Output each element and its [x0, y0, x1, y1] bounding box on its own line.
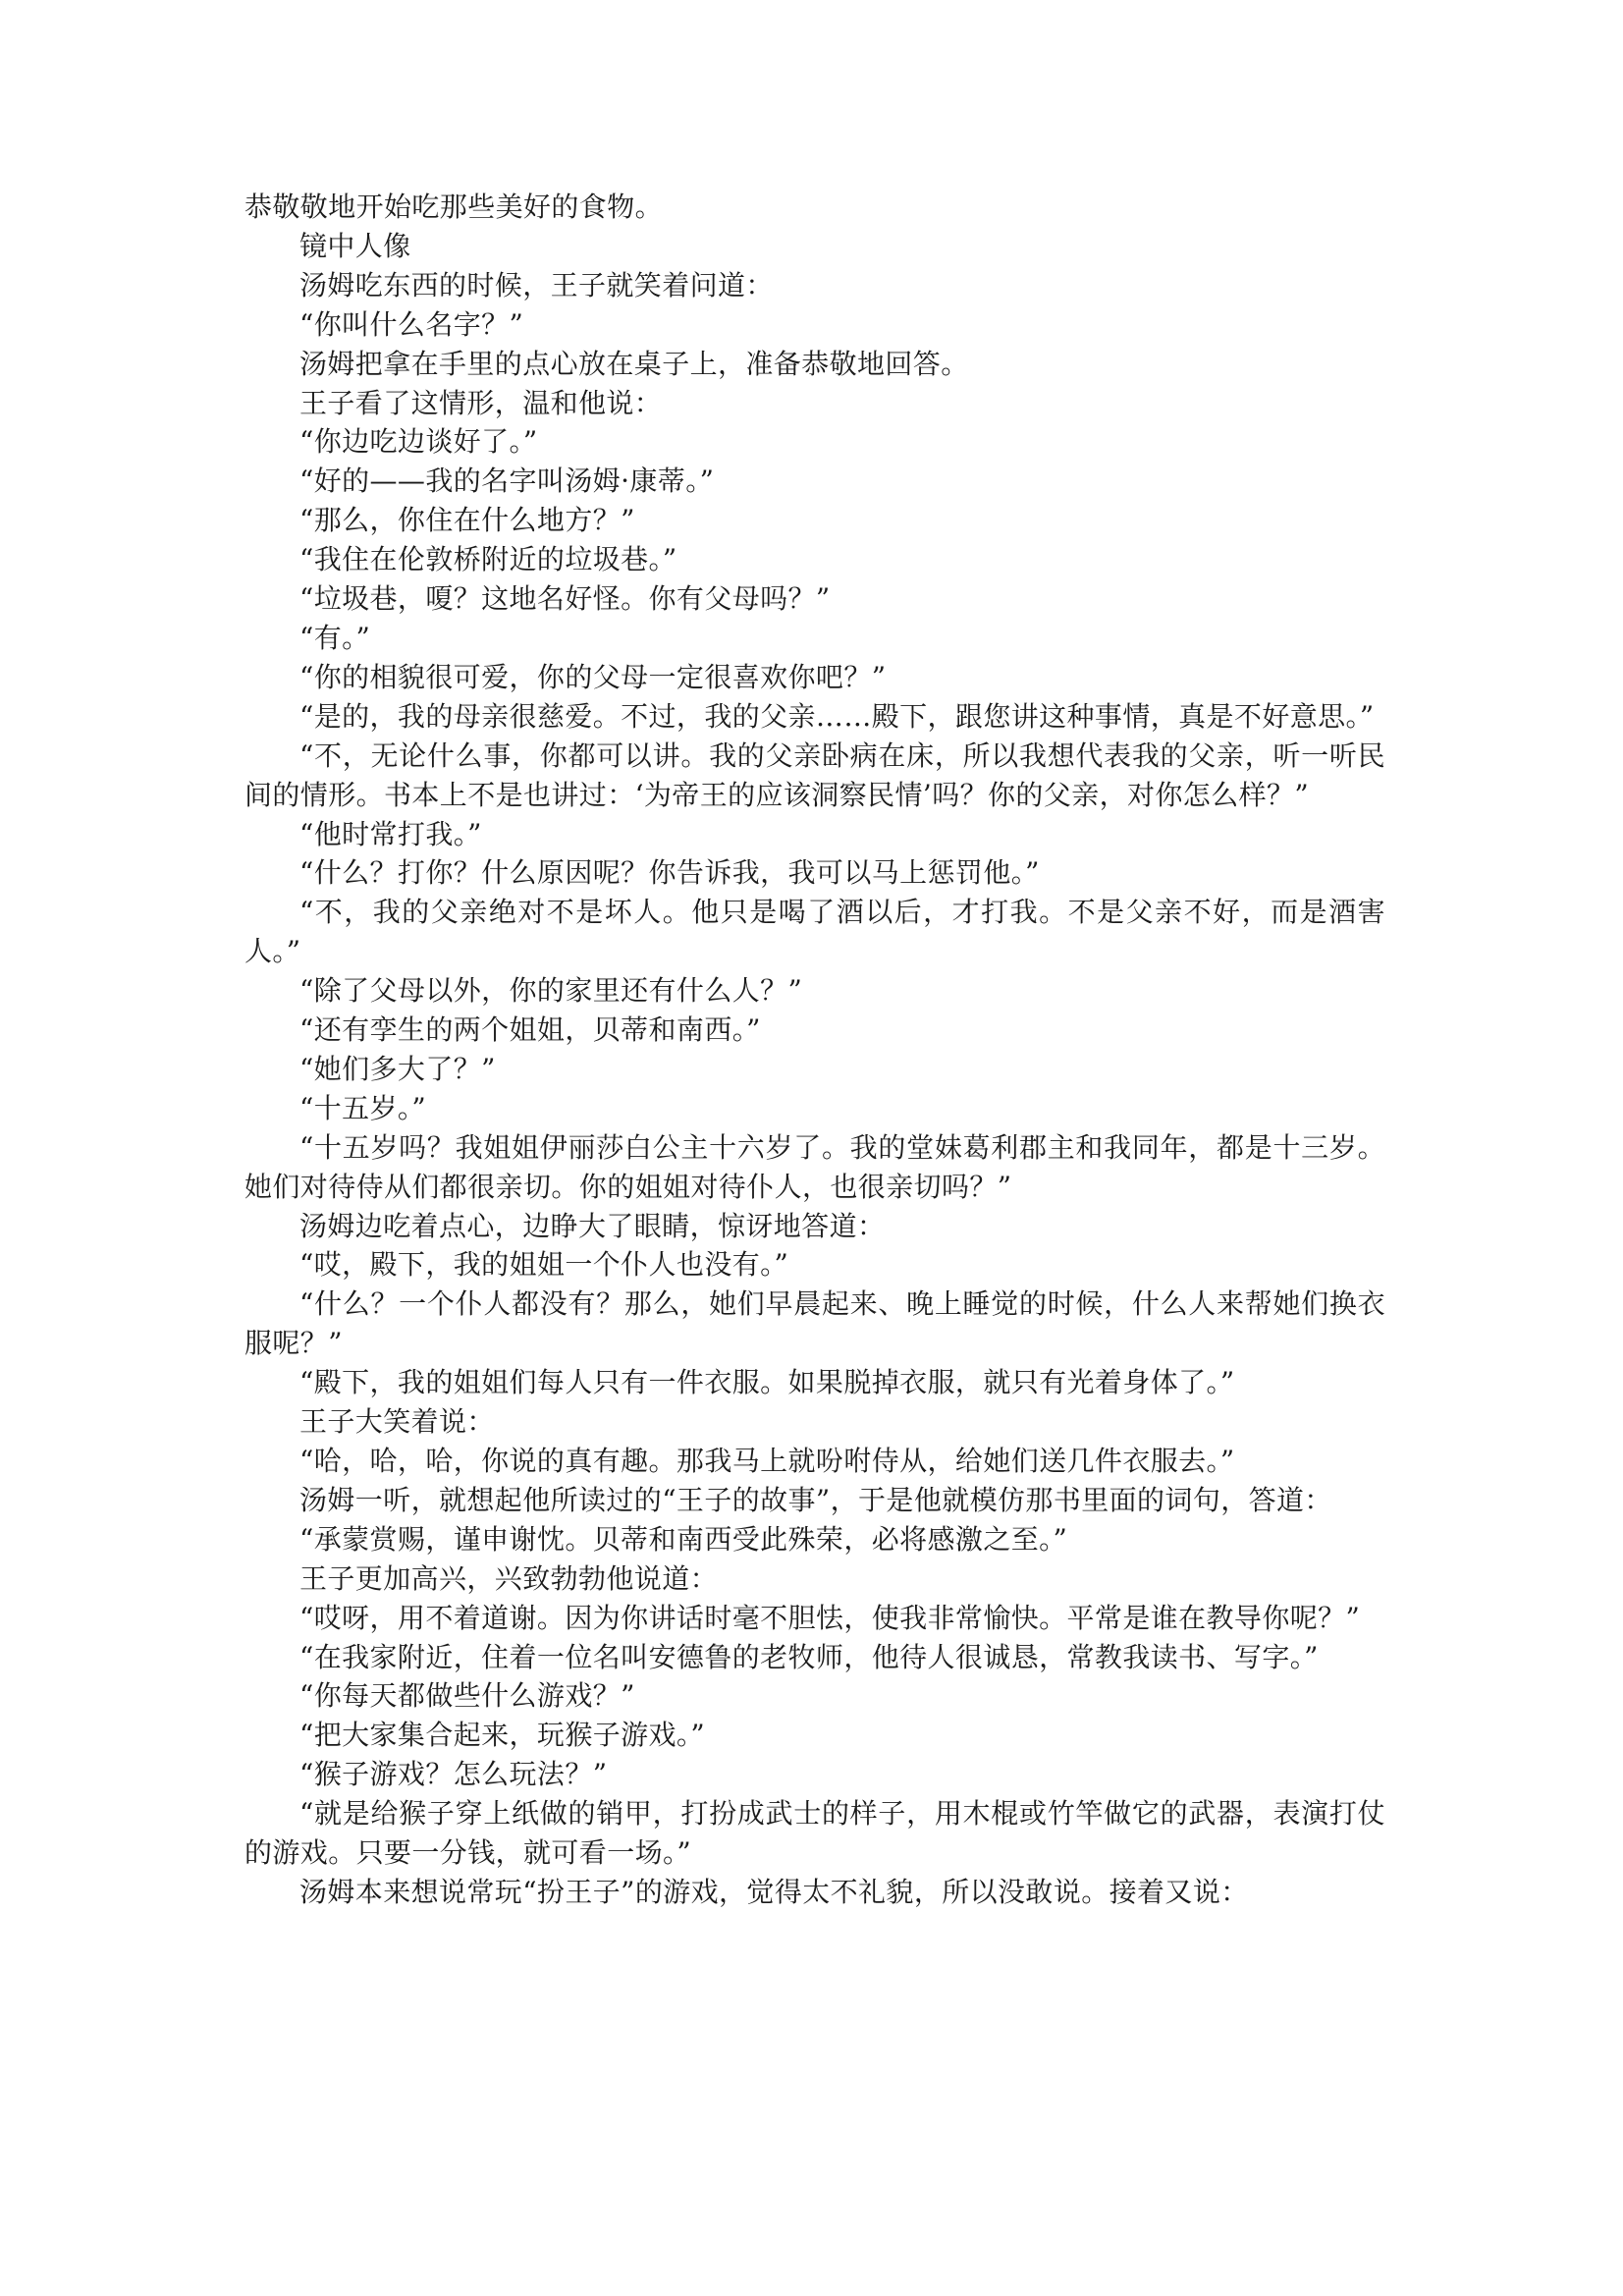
paragraph: “好的——我的名字叫汤姆·康蒂。” — [299, 465, 715, 498]
paragraph: 王子看了这情形，温和他说： — [299, 386, 663, 419]
paragraph: “就是给猴子穿上纸做的销甲，打扮成武士的样子，用木棍或竹竿做它的武器，表演打仗的游戏。只要一分钱，就可看一场。” — [244, 1797, 1385, 1870]
paragraph: “有。” — [299, 621, 371, 654]
paragraph: “猴子游戏？怎么玩法？” — [299, 1758, 608, 1791]
paragraph: “哎呀，用不着道谢。因为你讲话时毫不胆怯，使我非常愉快。平常是谁在教导你呢？” — [299, 1601, 1361, 1634]
paragraph: “那么，你住在什么地方？” — [299, 504, 635, 537]
paragraph: “垃圾巷，嗄？这地名好怪。你有父母吗？” — [299, 582, 831, 616]
paragraph: “你边吃边谈好了。” — [299, 425, 538, 459]
paragraph: “她们多大了？” — [299, 1052, 496, 1085]
paragraph: 镜中人像 — [299, 229, 411, 262]
paragraph: “什么？打你？什么原因呢？你告诉我，我可以马上惩罚他。” — [299, 856, 1040, 890]
paragraph: “你的相貌很可爱，你的父母一定很喜欢你吧？” — [299, 660, 887, 693]
paragraph: “哈，哈，哈，你说的真有趣。那我马上就吩咐侍从，给她们送几件衣服去。” — [299, 1445, 1235, 1477]
paragraph: “除了父母以外，你的家里还有什么人？” — [299, 974, 803, 1008]
paragraph: “不，无论什么事，你都可以讲。我的父亲卧病在床，所以我想代表我的父亲，听一听民间的情形。书本上不是也讲过：‘为帝王的应该洞察民情’吗？你的父亲，对你怎么样？” — [244, 738, 1385, 811]
paragraph: 汤姆边吃着点心，边睁大了眼睛，惊讶地答道： — [299, 1209, 886, 1242]
paragraph: “什么？一个仆人都没有？那么，她们早晨起来、晚上睡觉的时候，什么人来帮她们换衣服呢？” — [244, 1287, 1385, 1360]
paragraph: “我住在伦敦桥附近的垃圾巷。” — [299, 543, 677, 576]
paragraph: “不，我的父亲绝对不是坏人。他只是喝了酒以后，才打我。不是父亲不好，而是酒害人。” — [244, 896, 1385, 968]
paragraph: “哎，殿下，我的姐姐一个仆人也没有。” — [299, 1248, 789, 1282]
paragraph: 汤姆一听，就想起他所读过的“王子的故事”，于是他就模仿那书里面的词句，答道： — [299, 1483, 1332, 1516]
paragraph: “十五岁。” — [299, 1091, 427, 1124]
document-body — [244, 188, 1385, 1912]
paragraph: “十五岁吗？我姐姐伊丽莎白公主十六岁了。我的堂妹葛利郡主和我同年，都是十三岁。她们对待侍从们都很亲切。你的姐姐对待仆人，也很亲切吗？” — [244, 1130, 1385, 1203]
paragraph: 汤姆本来想说常玩“扮王子”的游戏，觉得太不礼貌，所以没敢说。接着又说： — [299, 1875, 1249, 1908]
paragraph: 汤姆把拿在手里的点心放在桌子上，准备恭敬地回答。 — [299, 347, 969, 380]
paragraph: “殿下，我的姐姐们每人只有一件衣服。如果脱掉衣服，就只有光着身体了。” — [299, 1366, 1235, 1399]
paragraph: “还有孪生的两个姐姐，贝蒂和南西。” — [299, 1013, 761, 1047]
paragraph: “他时常打我。” — [299, 817, 482, 850]
paragraph: “你叫什么名字？” — [299, 307, 524, 341]
paragraph: 王子大笑着说： — [299, 1405, 495, 1439]
paragraph: “承蒙赏赐，谨申谢忱。贝蒂和南西受此殊荣，必将感激之至。” — [299, 1522, 1068, 1556]
paragraph: “你每天都做些什么游戏？” — [299, 1679, 635, 1713]
paragraph: 汤姆吃东西的时候，王子就笑着问道： — [299, 268, 774, 301]
paragraph: “在我家附近，住着一位名叫安德鲁的老牧师，他待人很诚恳，常教我读书、写字。” — [299, 1640, 1319, 1673]
paragraph: 恭敬敬地开始吃那些美好的食物。 — [244, 191, 664, 223]
paragraph: 王子更加高兴，兴致勃勃他说道： — [299, 1561, 719, 1595]
paragraph: “是的，我的母亲很慈爱。不过，我的父亲……殿下，跟您讲这种事情，真是不好意思。” — [299, 699, 1375, 733]
paragraph: “把大家集合起来，玩猴子游戏。” — [299, 1719, 706, 1752]
